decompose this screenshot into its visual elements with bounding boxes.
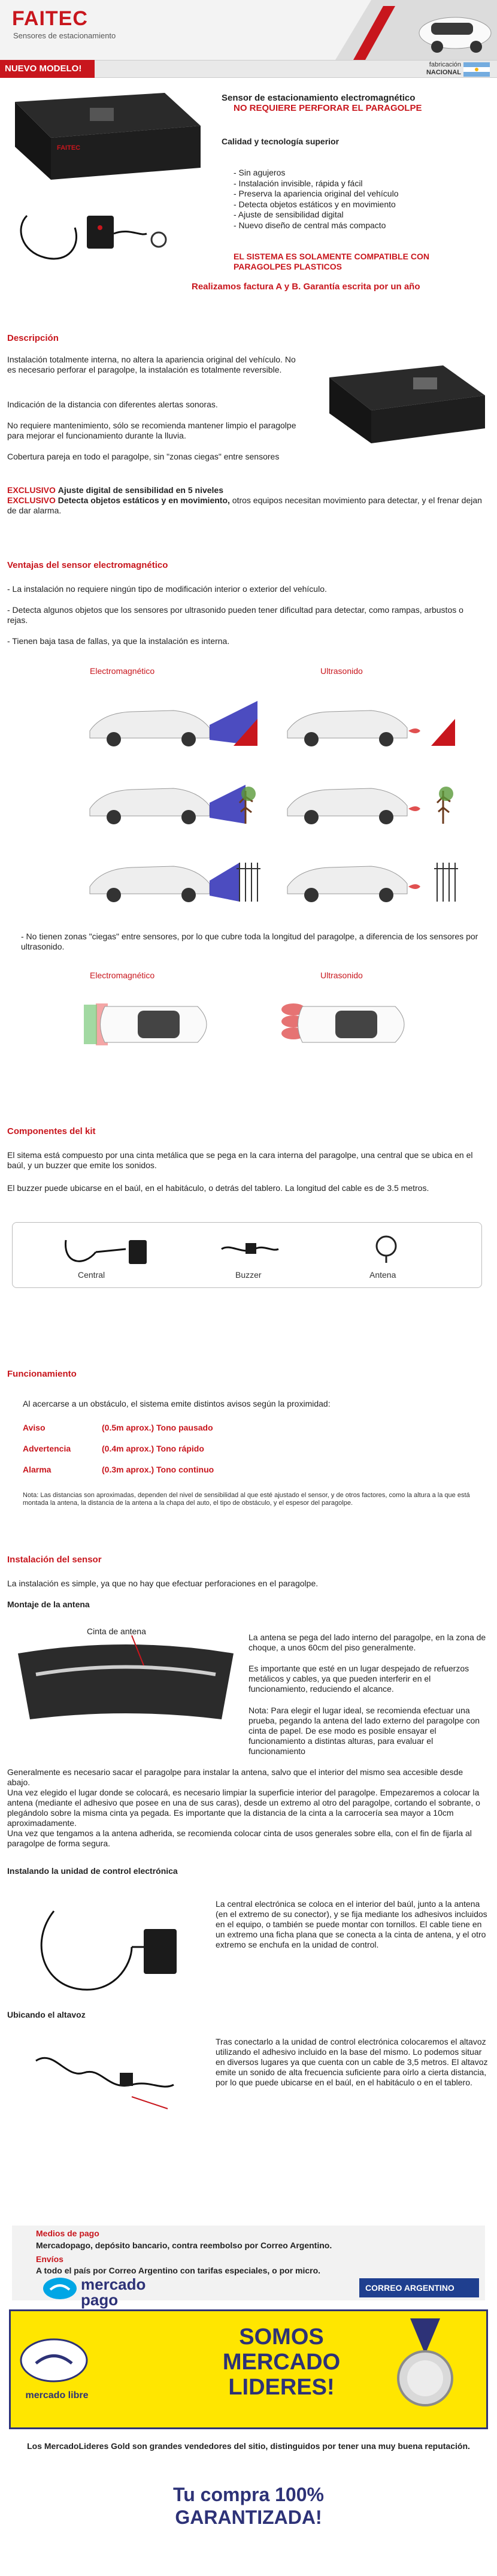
new-model-badge: NUEVO MODELO! bbox=[0, 60, 95, 78]
quality-heading: Calidad y tecnología superior bbox=[222, 137, 340, 146]
mercadopago-handshake-icon bbox=[42, 2276, 78, 2300]
scene-em-fence bbox=[66, 845, 263, 908]
exclusive-feature-1: EXCLUSIVO Ajuste digital de sensibilidad en 5 niveles bbox=[7, 485, 223, 495]
label-ultrasonido-2: Ultrasonido bbox=[320, 970, 363, 980]
central-image bbox=[60, 1228, 168, 1270]
topview-em bbox=[72, 991, 228, 1057]
header-car-image bbox=[335, 0, 497, 60]
central-subtitle: Instalando la unidad de control electrónica bbox=[7, 1866, 178, 1876]
product-subtitle: NO REQUIERE PERFORAR EL PARAGOLPE bbox=[234, 103, 422, 113]
payment-title: Medios de pago bbox=[36, 2229, 99, 2238]
instalacion-intro: La instalación es simple, ya que no hay que efectuar perforaciones en el paragolpe. bbox=[7, 1579, 319, 1588]
box-brand: FAITEC bbox=[57, 144, 81, 152]
compatibility-note: EL SISTEMA ES SOLAMENTE COMPATIBLE CON PARAGOLPES PLASTICOS bbox=[234, 252, 429, 271]
section-title-funcionamiento: Funcionamiento bbox=[7, 1369, 77, 1379]
descripcion-paragraph: Instalación totalmente interna, no altera la apariencia original del vehículo. No es necesario perforar el paragolpe, la instalación es totalmente reversible. bbox=[7, 355, 296, 374]
central-paragraph: La central electrónica se coloca en el interior del baúl, junto a la antena (en el extremo de su conector), y se fija mediante los adhesivos incluidos en el equipo, o también se puede montar con tornillos. El cable tiene en un extremo una ficha plana que se conecta a la cinta de antena, y el otro extremo se enchufa en la unidad de control. bbox=[216, 1899, 487, 1949]
section-title-ventajas: Ventajas del sensor electromagnético bbox=[7, 560, 168, 570]
payment-text: Mercadopago, depósito bancario, contra reembolso por Correo Argentino. bbox=[36, 2241, 332, 2250]
scene-us-bush bbox=[263, 767, 461, 830]
invoice-warranty-note: Realizamos factura A y B. Garantía escrita por un año bbox=[192, 282, 420, 292]
kit-label-antena: Antena bbox=[369, 1270, 396, 1280]
kit-label-central: Central bbox=[78, 1270, 105, 1280]
shipping-text: A todo el país por Correo Argentino con tarifas especiales, o por micro. bbox=[36, 2266, 321, 2275]
mercadolibre-logo: mercado libre bbox=[25, 2390, 89, 2400]
product-box-image bbox=[9, 90, 207, 195]
scene-us-ramp bbox=[263, 689, 461, 752]
section-title-instalacion: Instalación del sensor bbox=[7, 1555, 102, 1565]
label-electromagnetico: Electromagnético bbox=[90, 666, 155, 676]
feature-list bbox=[234, 168, 398, 231]
product-title: Sensor de estacionamiento electromagnético bbox=[222, 93, 416, 103]
ventajas-paragraph: - Detecta algunos objetos que los sensores por ultrasonido pueden tener dificultad para detectar, como rampas, arbustos o rejas. bbox=[7, 605, 463, 625]
descripcion-paragraph: No requiere mantenimiento, sólo se recomienda mantener limpio el paragolpe para mejorar el funcionamiento durante la lluvia. bbox=[7, 421, 296, 440]
guarantee-heading: Tu compra 100% GARANTIZADA! bbox=[173, 2484, 324, 2528]
antena-image bbox=[368, 1228, 404, 1264]
antena-paragraph: La antena se pega del lado interno del paragolpe, en la zona de choque, a unos 60cm del piso generalmente. bbox=[249, 1632, 486, 1652]
alert-name: Advertencia bbox=[23, 1444, 71, 1453]
funcionamiento-intro: Al acercarse a un obstáculo, el sistema emite distintos avisos según la proximidad: bbox=[23, 1399, 331, 1408]
feature-item: - Instalación invisible, rápida y fácil bbox=[234, 178, 363, 188]
antena-paragraph: Nota: Para elegir el lugar ideal, se recomienda efectuar una prueba, pegando la antena del lado externo del paragolpe con cinta de papel. De ese modo es posible ensayar el funcionamiento a distintas alturas, para evaluar el funcionamiento bbox=[249, 1706, 480, 1756]
section-title-componentes: Componentes del kit bbox=[7, 1126, 96, 1136]
section-title-descripcion: Descripción bbox=[7, 333, 59, 343]
scene-em-ramp bbox=[66, 689, 263, 752]
exclusive-feature-2: EXCLUSIVO Detecta objetos estáticos y en movimiento, otros equipos necesitan movimiento para detectar, y el frenar dejan de dar alarma. bbox=[7, 495, 482, 515]
buzzer-install-image bbox=[30, 2037, 180, 2115]
buzzer-image bbox=[219, 1231, 284, 1267]
descripcion-paragraph: Cobertura pareja en todo el paragolpe, sin "zonas ciegas" entre sensores bbox=[7, 452, 280, 461]
topview-us bbox=[269, 991, 425, 1057]
mercadolibre-handshake-icon bbox=[18, 2336, 90, 2390]
feature-item: - Sin agujeros bbox=[234, 168, 286, 177]
argentina-flag-icon bbox=[463, 62, 490, 77]
feature-item: - Preserva la apariencia original del vehículo bbox=[234, 189, 399, 198]
gold-medal-icon bbox=[389, 2318, 461, 2420]
antena-instructions: Generalmente es necesario sacar el paragolpe para instalar la antena, salvo que el interior del mismo sea accesible desde abajo. Una vez elegido el lugar donde se colocará, es necesario limpiar la superficie interior del paragolpe. Empezaremos a colocar la antena (mediante el adhesivo que posee en una de sus caras), desde un extremo al otro del paragolpe, cortando el sobrante, o plegándolo sobre la misma cinta ya pegada. Es importante que la distancia de la cinta a la carrocería sea mayor a 10cm aproximadamente. Una vez que tengamos a la antena adherida, se recomienda colocar cinta de usos generales sobre ella, con el fin de fijarla al paragolpe de forma segura. bbox=[7, 1767, 480, 1848]
brand-tagline: Sensores de estacionamiento bbox=[13, 31, 116, 40]
product-box-image-2 bbox=[323, 359, 491, 446]
alert-name: Alarma bbox=[23, 1465, 51, 1474]
scene-us-fence bbox=[263, 845, 461, 908]
mercadolider-gold-text: Los MercadoLideres Gold son grandes vendedores del sitio, distinguidos por tener una muy buena reputación. bbox=[27, 2441, 470, 2451]
ventajas-paragraph: - La instalación no requiere ningún tipo de modificación interior o exterior del vehículo. bbox=[7, 584, 327, 594]
alert-desc: (0.3m aprox.) Tono continuo bbox=[102, 1465, 214, 1474]
shipping-title: Envíos bbox=[36, 2254, 63, 2264]
componentes-paragraph: El sitema está compuesto por una cinta metálica que se pega en la cara interna del paragolpe, una central que se ubica en el baúl, y un buzzer que emite los sonidos. bbox=[7, 1150, 473, 1170]
label-ultrasonido: Ultrasonido bbox=[320, 666, 363, 676]
antena-tape-label: Cinta de antena bbox=[87, 1626, 146, 1636]
scene-em-bush bbox=[66, 767, 263, 830]
central-install-image bbox=[30, 1893, 198, 2001]
alert-desc: (0.5m aprox.) Tono pausado bbox=[102, 1423, 213, 1432]
bumper-antenna-image bbox=[12, 1617, 240, 1731]
componentes-paragraph: El buzzer puede ubicarse en el baúl, en el habitáculo, o detrás del tablero. La longitud del cable es de 3.5 metros. bbox=[7, 1183, 429, 1193]
antena-subtitle: Montaje de la antena bbox=[7, 1600, 90, 1609]
correo-argentino-logo: CORREO ARGENTINO bbox=[359, 2278, 479, 2297]
label-electromagnetico-2: Electromagnético bbox=[90, 970, 155, 980]
descripcion-paragraph: Indicación de la distancia con diferentes alertas sonoras. bbox=[7, 400, 218, 409]
mercadolider-heading: SOMOS MERCADO LIDERES! bbox=[222, 2324, 341, 2400]
feature-item: - Detecta objetos estáticos y en movimiento bbox=[234, 199, 396, 209]
alert-name: Aviso bbox=[23, 1423, 46, 1432]
mercadopago-logo: mercado pago bbox=[81, 2275, 146, 2309]
feature-item: - Nuevo diseño de central más compacto bbox=[234, 220, 386, 230]
feature-item: - Ajuste de sensibilidad digital bbox=[234, 210, 344, 219]
buzzer-paragraph: Tras conectarlo a la unidad de control electrónica colocaremos el altavoz utilizando el adhesivo incluido en la base del mismo. Lo podemos situar en diversos lugares ya que cuenta con un cable de 3,5 metros. El altavoz emite un sonido de alta frecuencia suficiente para oírlo a cierta distancia, por lo que puede ubicarse en el baúl, en el habitáculo o en el tablero. bbox=[216, 2037, 488, 2087]
buzzer-subtitle: Ubicando el altavoz bbox=[7, 2010, 86, 2019]
ventajas-paragraph: - Tienen baja tasa de fallas, ya que la instalación es interna. bbox=[7, 636, 230, 646]
kit-components-photo bbox=[9, 192, 189, 270]
ventajas-paragraph: - No tienen zonas "ciegas" entre sensores, por lo que cubre toda la longitud del paragolpe, a diferencia de los sensores por ultrasonido. bbox=[21, 932, 478, 951]
kit-label-buzzer: Buzzer bbox=[235, 1270, 262, 1280]
distance-note: Nota: Las distancias son aproximadas, dependen del nivel de sensibilidad al que esté ajustado el sensor, y de otros factores, como la altura a la que está montada la antena, la distancia de la antena a la chapa del auto, el tipo de obstáculo, y el espesor del paragolpe. bbox=[23, 1492, 470, 1507]
national-manufacture-label: fabricación NACIONAL bbox=[426, 61, 461, 76]
brand-logo: FAITEC bbox=[12, 7, 88, 30]
alert-desc: (0.4m aprox.) Tono rápido bbox=[102, 1444, 204, 1453]
antena-paragraph: Es importante que esté en un lugar despejado de refuerzos metálicos y cables, ya que pueden interferir en el funcionamiento, reduciendo el alcance. bbox=[249, 1664, 469, 1694]
